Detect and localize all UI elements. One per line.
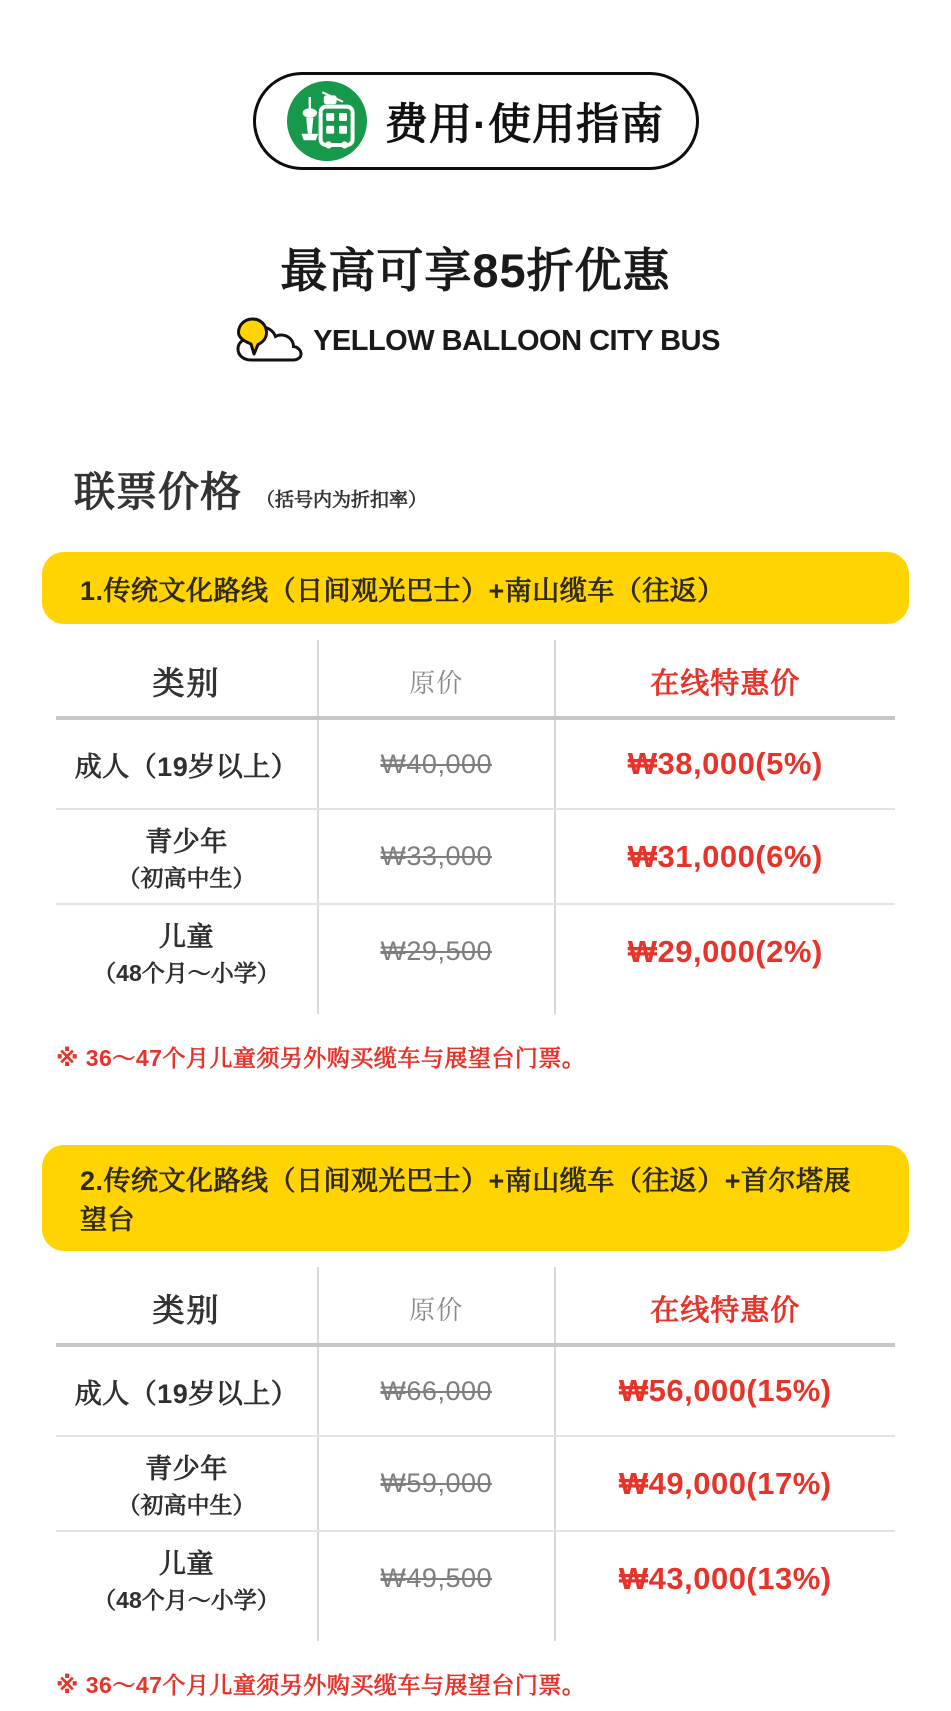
section-heading-note: （括号内为折扣率） xyxy=(256,490,428,511)
category-cell: 儿童 （48个月～小学） xyxy=(93,922,280,986)
route-banner-1 xyxy=(42,552,909,624)
special-price-cell: ₩43,000(13%) xyxy=(554,1532,895,1641)
special-price-cell: ₩56,000(15%) xyxy=(554,1347,895,1435)
column-header-original-price: 原价 xyxy=(409,667,464,698)
table-row xyxy=(56,903,895,1014)
original-price-cell: ₩66,000 xyxy=(317,1347,554,1435)
route-banner-2 xyxy=(42,1145,909,1251)
category-cell: 青少年 （初高中生） xyxy=(117,827,256,891)
route-banner-label: 1.传统文化路线（日间观光巴士）+南山缆车（往返） xyxy=(80,575,725,606)
brand-name: YELLOW BALLOON CITY BUS xyxy=(313,324,720,357)
original-price-cell: ₩40,000 xyxy=(317,720,554,808)
promo-title: 最高可享85折优惠 xyxy=(280,244,671,297)
table-header xyxy=(56,1267,895,1347)
table-header xyxy=(56,640,895,720)
table-row xyxy=(56,1435,895,1530)
table-row xyxy=(56,1347,895,1435)
table-body xyxy=(56,720,895,1014)
column-header-category: 类别 xyxy=(152,665,221,701)
footnote: ※ 36～47个月儿童须另外购买缆车与展望台门票。 xyxy=(56,1672,586,1698)
original-price-cell: ₩49,500 xyxy=(317,1532,554,1641)
category-cell: 成人（19岁以上） xyxy=(74,751,299,782)
column-header-category: 类别 xyxy=(152,1292,221,1328)
column-header-special-price: 在线特惠价 xyxy=(650,667,801,700)
section-heading-text: 联票价格 xyxy=(74,469,242,515)
special-price-cell: ₩29,000(2%) xyxy=(554,905,895,1014)
price-table-2 xyxy=(56,1267,895,1641)
price-table-1 xyxy=(56,640,895,1014)
category-cell: 青少年 （初高中生） xyxy=(117,1454,256,1518)
guide-badge-label: 费用·使用指南 xyxy=(384,100,665,149)
table-row xyxy=(56,720,895,808)
table-body xyxy=(56,1347,895,1641)
table-row xyxy=(56,1530,895,1641)
table-row xyxy=(56,808,895,903)
original-price-cell: ₩29,500 xyxy=(317,905,554,1014)
bus-and-tower-icon xyxy=(287,81,367,161)
category-cell: 成人（19岁以上） xyxy=(74,1378,299,1409)
column-header-original-price: 原价 xyxy=(409,1294,464,1325)
special-price-cell: ₩31,000(6%) xyxy=(554,810,895,903)
original-price-cell: ₩33,000 xyxy=(317,810,554,903)
special-price-cell: ₩49,000(17%) xyxy=(554,1437,895,1530)
column-header-special-price: 在线特惠价 xyxy=(650,1294,801,1327)
guide-badge xyxy=(253,72,699,170)
category-cell: 儿童 （48个月～小学） xyxy=(93,1549,280,1613)
special-price-cell: ₩38,000(5%) xyxy=(554,720,895,808)
original-price-cell: ₩59,000 xyxy=(317,1437,554,1530)
section-heading xyxy=(74,459,951,518)
yellow-balloon-cloud-icon xyxy=(231,315,305,367)
route-banner-label: 2.传统文化路线（日间观光巴士）+南山缆车（往返）+首尔塔展望台 xyxy=(80,1166,852,1235)
page xyxy=(0,72,951,1700)
footnote: ※ 36～47个月儿童须另外购买缆车与展望台门票。 xyxy=(56,1045,586,1071)
brand-logo xyxy=(0,315,951,367)
